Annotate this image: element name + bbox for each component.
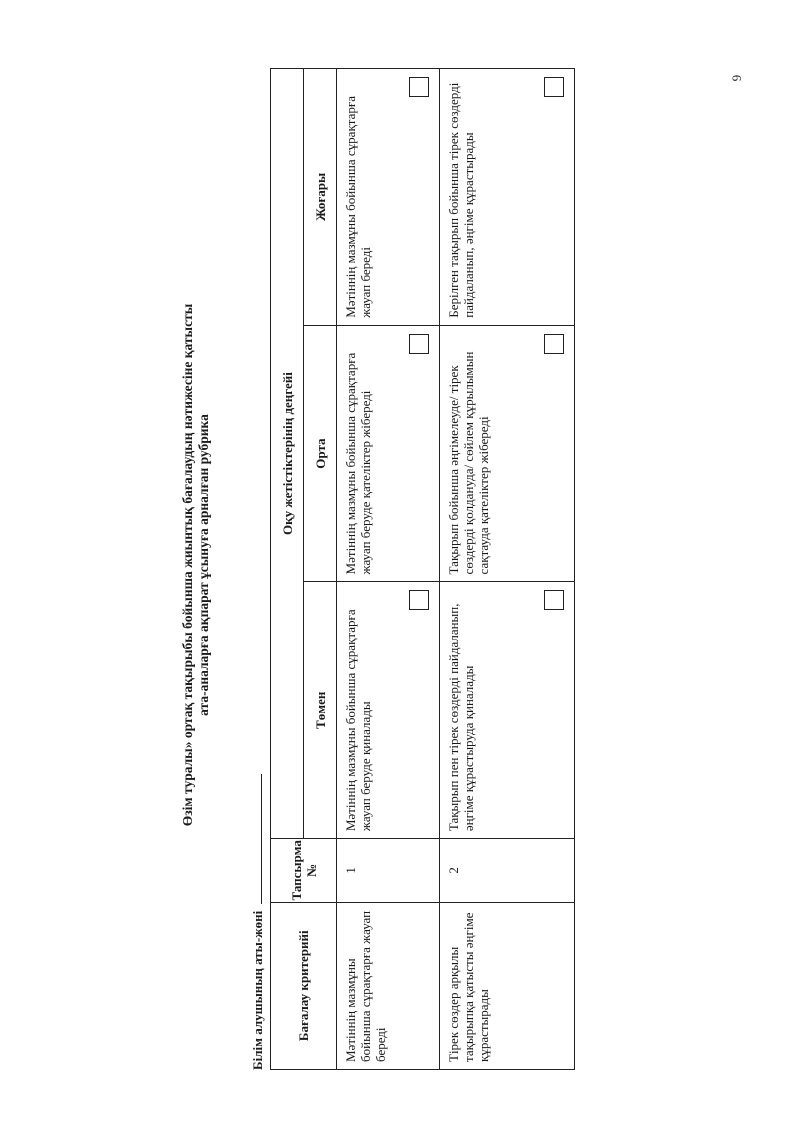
- header-criteria: Бағалау критерийі: [271, 902, 337, 1069]
- level-high-checkbox[interactable]: [544, 77, 564, 97]
- rotated-page-content: [170, 60, 630, 1070]
- task-number-cell: 2: [440, 839, 575, 902]
- level-high-text: Мәтіннің мазмұны бойынша сұрақтарға жауап береді: [343, 96, 373, 318]
- level-mid-cell: [440, 325, 575, 582]
- title-line-2: ата-аналарға ақпарат ұсынуға арналған рубрика: [196, 414, 211, 716]
- criterion-cell: Мәтіннің мазмұны бойынша сұрақтарға жауап береді: [337, 902, 440, 1069]
- level-mid-text: Тақырып бойынша әңгімелеуде/ тірек сөздерді қолдануда/ сөйлем құрылымын сақтауда қателіктер жібереді: [446, 351, 491, 575]
- level-mid-text: Мәтіннің мазмұны бойынша сұрақтарға жауап беруде қателіктер жібереді: [343, 352, 373, 575]
- level-mid-checkbox[interactable]: [409, 334, 429, 354]
- header-task: Тапсырма №: [271, 839, 337, 902]
- level-low-text: Мәтіннің мазмұны бойынша сұрақтарға жауап беруде қиналады: [343, 609, 373, 832]
- level-low-checkbox[interactable]: [409, 590, 429, 610]
- header-level-high: Жоғары: [304, 69, 337, 326]
- title-line-1: Өзім туралы» ортақ тақырыбы бойынша жиынтық бағалаудың нәтижесіне қатысты: [180, 303, 195, 827]
- student-name-label: Білім алушының аты-жөні: [250, 910, 265, 1070]
- level-high-text: Берілген тақырып бойынша тірек сөздерді пайдаланып, әңгіме құрастырады: [446, 82, 476, 318]
- task-number-cell: 1: [337, 839, 440, 902]
- table-row: [440, 69, 575, 1070]
- level-high-cell: [440, 69, 575, 326]
- level-low-checkbox[interactable]: [544, 590, 564, 610]
- level-high-checkbox[interactable]: [409, 77, 429, 97]
- level-low-cell: [337, 582, 440, 839]
- header-level-low: Төмен: [304, 582, 337, 839]
- rubric-table: [270, 68, 575, 1070]
- level-high-cell: [337, 69, 440, 326]
- level-low-text: Тақырып пен тірек сөздерді пайдаланып, әңгіме құрастыруда қиналады: [446, 603, 476, 832]
- level-low-cell: [440, 582, 575, 839]
- header-level-mid: Орта: [304, 325, 337, 582]
- level-mid-checkbox[interactable]: [544, 334, 564, 354]
- rubric-title: [180, 60, 212, 1070]
- page-number: 6: [729, 74, 745, 82]
- criterion-cell: Тірек сөздер арқылы тақырыпқа қатысты әңгіме құрастырады: [440, 902, 575, 1069]
- level-mid-cell: [337, 325, 440, 582]
- header-levels: Оқу жетістіктерінің деңгейі: [271, 69, 304, 839]
- table-row: [337, 69, 440, 1070]
- student-name-blank[interactable]: [249, 774, 262, 904]
- student-name-line: [249, 774, 266, 1070]
